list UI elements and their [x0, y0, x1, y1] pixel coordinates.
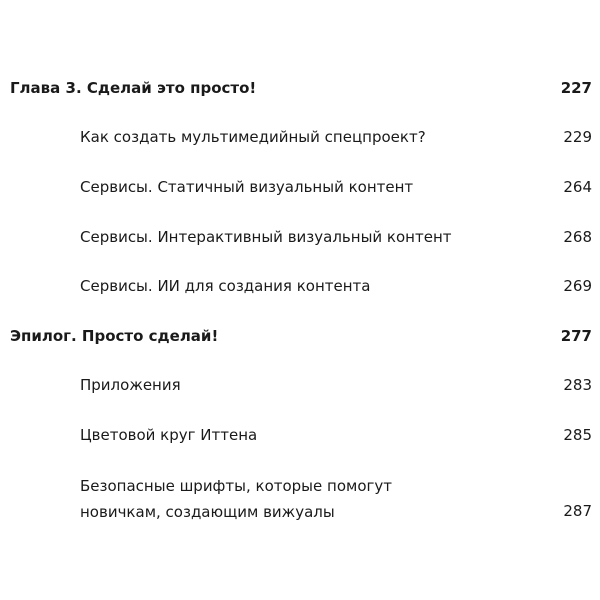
- toc-entry-page: 283: [563, 376, 592, 394]
- toc-entry-title: Приложения: [80, 376, 181, 394]
- toc-entry-page: 269: [563, 277, 592, 295]
- toc-entry-title: Цветовой круг Иттена: [80, 426, 258, 444]
- toc-entry-page: 268: [563, 228, 592, 246]
- toc-entry-title: Глава 3. Сделай это просто!: [10, 79, 257, 97]
- toc-entry-page: 287: [563, 502, 592, 520]
- toc-entry-title: Сервисы. Интерактивный визуальный контент: [80, 228, 452, 246]
- toc-entry-page: 264: [563, 178, 592, 196]
- toc-entry-title: Сервисы. ИИ для создания контента: [80, 277, 371, 295]
- toc-entry-page: 285: [563, 426, 592, 444]
- toc-entry-title: Эпилог. Просто сделай!: [10, 327, 219, 345]
- toc-entry-page: 227: [560, 79, 592, 97]
- toc-entry-title: Как создать мультимедийный спецпроект?: [80, 128, 426, 146]
- toc-entry-title: Безопасные шрифты, которые помогут новичкам, создающим вижуалы: [80, 477, 392, 521]
- toc-entry-page: 229: [563, 128, 592, 146]
- toc-entry-page: 277: [560, 327, 592, 345]
- toc-entry-title: Сервисы. Статичный визуальный контент: [80, 178, 414, 196]
